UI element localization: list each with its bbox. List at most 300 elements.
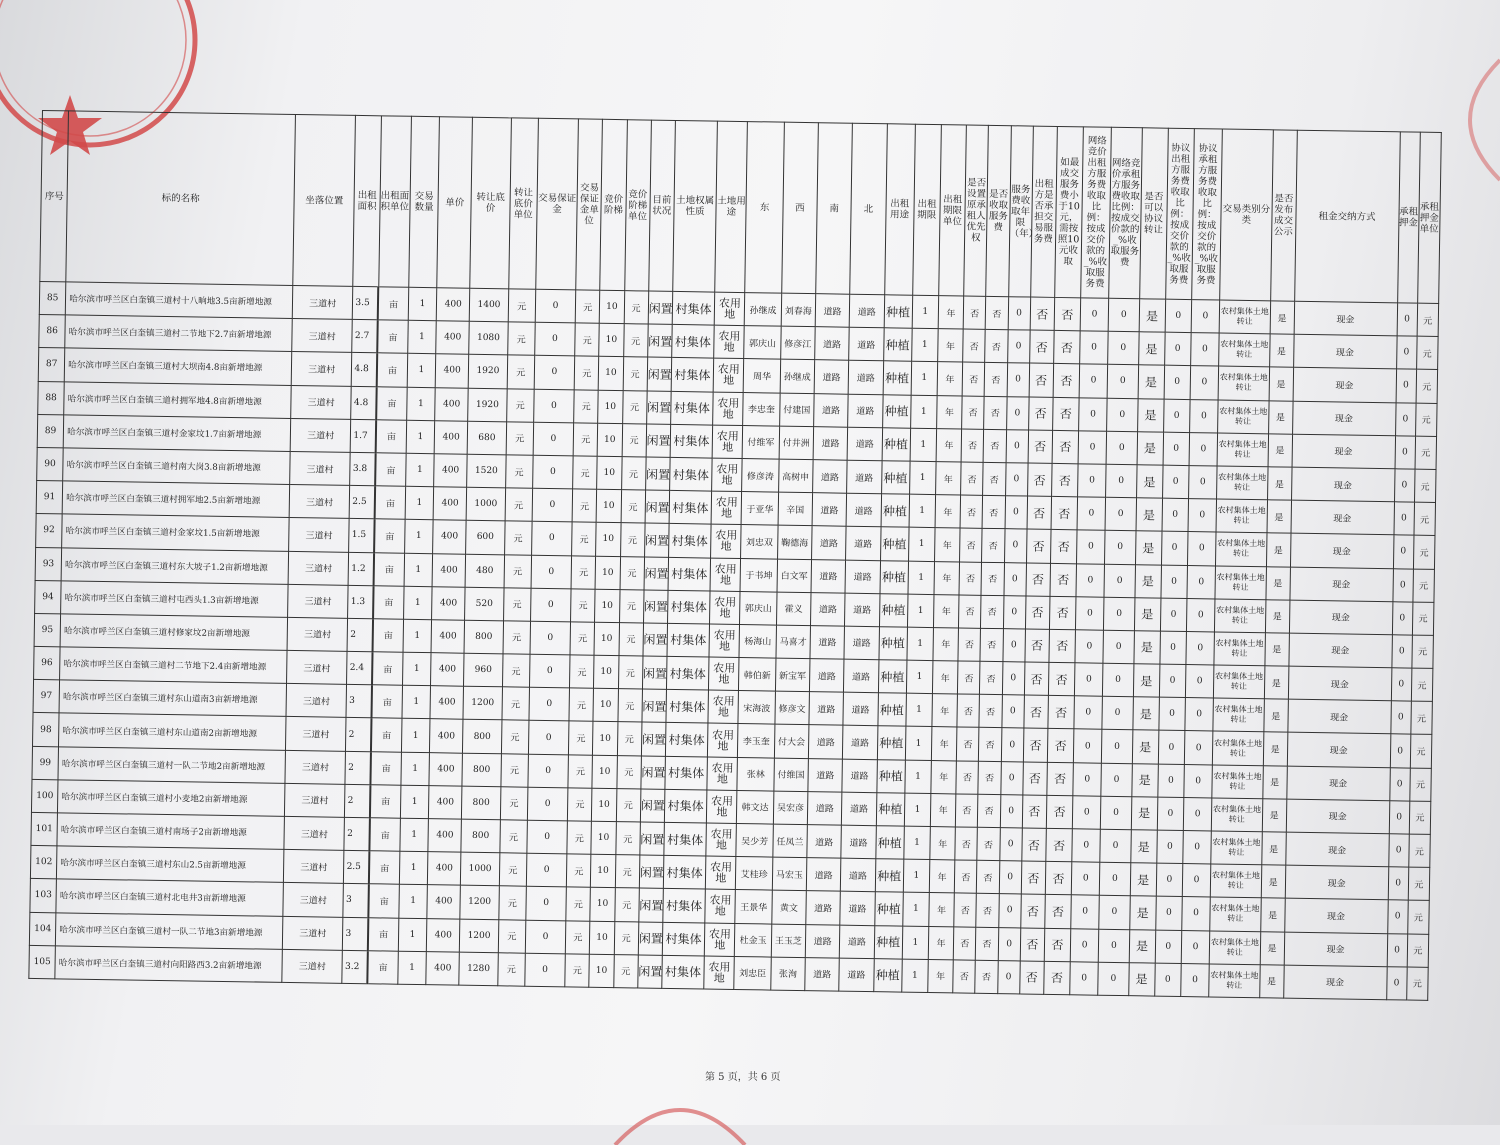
bid-step-cell: 10 [598, 390, 623, 424]
land-use-cell: 农用地 [707, 790, 738, 824]
page-number: 第 5 页，共 6 页 [705, 1072, 781, 1083]
area-cell: 3 [343, 917, 369, 951]
deposit-unit-cell: 元 [572, 522, 597, 556]
min-fee-cell: 否 [1050, 530, 1077, 564]
location-cell: 三道村 [285, 750, 346, 784]
deposit-cell: 0 [532, 455, 573, 489]
north-cell: 道路 [842, 792, 877, 826]
publish-cell: 是 [1270, 301, 1295, 335]
area-unit-cell: 亩 [374, 519, 405, 553]
deposit-unit-cell: 元 [574, 356, 599, 390]
agreement-cell: 是 [1133, 631, 1160, 665]
pay-method-cell: 现金 [1286, 832, 1389, 867]
quantity-cell: 1 [401, 752, 430, 786]
priority-cell: 否 [958, 628, 981, 662]
north-cell: 道路 [840, 892, 875, 926]
priority-cell: 否 [953, 960, 976, 994]
trade-type-cell: 农村集体土地转让 [1218, 400, 1269, 434]
west-cell: 孙继成 [780, 360, 815, 394]
online-lessee-rate-cell: 0 [1108, 298, 1139, 332]
online-lessee-rate-cell: 0 [1107, 398, 1138, 432]
priority-cell: 否 [957, 727, 980, 761]
priority-cell: 否 [957, 694, 980, 728]
row-number-cell: 104 [29, 912, 56, 946]
service-fee-cell: 否 [984, 363, 1007, 397]
service-fee-cell: 否 [976, 894, 999, 928]
row-number-cell: 98 [33, 713, 60, 747]
rent-deposit-cell: 0 [1388, 867, 1409, 901]
fee-years-cell: 0 [1005, 496, 1028, 530]
priority-cell: 否 [962, 362, 985, 396]
land-use-cell: 农用地 [714, 325, 745, 359]
pay-method-cell: 现金 [1291, 500, 1394, 535]
transfer-price-cell: 520 [465, 587, 504, 621]
bid-step-cell: 10 [591, 821, 616, 855]
transfer-price-cell: 1000 [461, 852, 500, 886]
ownership-cell: 村集体 [670, 457, 713, 491]
online-lessor-rate-cell: 0 [1070, 962, 1099, 996]
online-lessee-rate-cell: 0 [1105, 531, 1136, 565]
rent-use-cell: 种植 [883, 361, 912, 395]
area-unit-cell: 亩 [369, 884, 400, 918]
location-cell: 三道村 [282, 949, 343, 983]
fee-years-cell: 0 [1001, 695, 1024, 729]
south-cell: 道路 [809, 659, 844, 693]
rent-use-cell: 种植 [881, 494, 910, 528]
term-cell: 1 [908, 561, 935, 595]
fee-years-cell: 0 [998, 894, 1021, 928]
agreement-cell: 是 [1136, 498, 1163, 532]
deposit-unit-cell: 元 [575, 290, 600, 324]
area-unit-cell: 亩 [376, 386, 407, 420]
header-cell: 网络竞价承租方服务费收取比例：按成交价款的_%收取服务费 [1109, 127, 1142, 298]
west-cell: 付井洲 [779, 426, 814, 460]
north-cell: 道路 [839, 958, 874, 992]
pay-method-cell: 现金 [1288, 699, 1391, 734]
transfer-price-cell: 680 [467, 421, 506, 455]
agreement-lessee-rate-cell: 0 [1188, 465, 1217, 499]
online-lessor-rate-cell: 0 [1071, 895, 1100, 929]
lessor-fee-cell: 否 [1029, 363, 1054, 397]
header-cell: 出租用途 [884, 124, 915, 295]
publish-cell: 是 [1269, 367, 1294, 401]
deposit-unit-cell: 元 [569, 688, 594, 722]
trade-type-cell: 农村集体土地转让 [1216, 532, 1267, 566]
rent-deposit-unit-cell: 元 [1407, 900, 1429, 934]
north-cell: 道路 [847, 460, 882, 494]
bid-step-unit-cell: 元 [613, 954, 638, 988]
area-unit-cell: 亩 [371, 751, 402, 785]
status-cell: 闲置 [643, 623, 668, 657]
term-cell: 1 [902, 926, 929, 960]
lessor-fee-cell: 否 [1027, 463, 1052, 497]
transfer-price-cell: 1200 [460, 886, 499, 920]
transfer-price-cell: 1520 [467, 454, 506, 488]
transfer-price-cell: 1920 [469, 355, 508, 389]
term-unit-cell: 年 [929, 893, 955, 927]
status-cell: 闲置 [640, 822, 665, 856]
fee-years-cell: 0 [1002, 629, 1025, 663]
service-fee-cell: 否 [981, 562, 1004, 596]
status-cell: 闲置 [638, 922, 663, 956]
agreement-lessor-rate-cell: 0 [1158, 764, 1185, 798]
publish-cell: 是 [1260, 898, 1285, 932]
header-cell: 出租面积 [353, 115, 381, 286]
bid-step-unit-cell: 元 [620, 523, 645, 557]
price-unit-cell: 元 [507, 322, 535, 356]
online-lessee-rate-cell: 0 [1104, 564, 1135, 598]
agreement-lessee-rate-cell: 0 [1182, 897, 1211, 931]
publish-cell: 是 [1269, 334, 1294, 368]
fee-years-cell: 0 [1006, 396, 1029, 430]
term-unit-cell: 年 [934, 528, 960, 562]
rent-deposit-unit-cell: 元 [1417, 303, 1439, 337]
area-unit-cell: 亩 [374, 552, 405, 586]
agreement-cell: 是 [1136, 465, 1163, 499]
row-number-cell: 92 [36, 514, 63, 548]
area-unit-cell: 亩 [367, 950, 398, 984]
area-cell: 2.7 [352, 320, 378, 354]
west-cell: 王玉芝 [771, 924, 806, 958]
west-cell: 吴宏彦 [773, 791, 808, 825]
ownership-cell: 村集体 [672, 291, 715, 325]
online-lessor-rate-cell: 0 [1073, 729, 1102, 763]
name-cell: 哈尔滨市呼兰区白奎镇三道村金家坟1.5亩新增地源 [62, 514, 289, 551]
bid-step-cell: 10 [591, 854, 616, 888]
price-unit-cell: 元 [499, 853, 527, 887]
agreement-lessor-rate-cell: 0 [1159, 697, 1186, 731]
bid-step-unit-cell: 元 [616, 755, 641, 789]
rent-deposit-unit-cell: 元 [1415, 403, 1437, 437]
land-use-cell: 农用地 [713, 392, 744, 426]
online-lessor-rate-cell: 0 [1071, 862, 1100, 896]
rent-deposit-cell: 0 [1391, 668, 1412, 702]
priority-cell: 否 [959, 561, 982, 595]
pay-method-cell: 现金 [1284, 932, 1387, 967]
online-lessee-rate-cell: 0 [1103, 663, 1134, 697]
publish-cell: 是 [1262, 799, 1287, 833]
min-fee-cell: 否 [1053, 364, 1080, 398]
area-unit-cell: 亩 [368, 917, 399, 951]
online-lessor-rate-cell: 0 [1072, 829, 1101, 863]
term-cell: 1 [902, 959, 929, 993]
status-cell: 闲置 [648, 291, 673, 325]
name-cell: 哈尔滨市呼兰区白奎镇三道村金家坟1.7亩新增地源 [63, 415, 290, 452]
online-lessor-rate-cell: 0 [1077, 497, 1106, 531]
rent-deposit-cell: 0 [1386, 966, 1407, 1000]
term-cell: 1 [907, 627, 934, 661]
location-cell: 三道村 [290, 451, 351, 485]
lessor-fee-cell: 否 [1025, 596, 1050, 630]
ownership-cell: 村集体 [671, 391, 714, 425]
rent-deposit-unit-cell: 元 [1414, 469, 1436, 503]
agreement-lessor-rate-cell: 0 [1157, 797, 1184, 831]
location-cell: 三道村 [292, 285, 353, 319]
term-cell: 1 [905, 727, 932, 761]
east-cell: 付维军 [743, 425, 780, 459]
row-number-cell: 89 [37, 414, 64, 448]
agreement-lessor-rate-cell: 0 [1155, 930, 1182, 964]
online-lessor-rate-cell: 0 [1073, 762, 1102, 796]
agreement-lessee-rate-cell: 0 [1189, 432, 1218, 466]
term-unit-cell: 年 [935, 495, 961, 529]
header-cell: 竞价阶梯 [600, 119, 627, 290]
price-unit-cell: 元 [508, 289, 536, 323]
bid-step-cell: 10 [594, 622, 619, 656]
trade-type-cell: 农村集体土地转让 [1211, 798, 1262, 832]
rent-use-cell: 种植 [875, 859, 904, 893]
bid-step-cell: 10 [595, 556, 620, 590]
rent-deposit-unit-cell: 元 [1413, 569, 1435, 603]
agreement-cell: 是 [1134, 597, 1161, 631]
trade-type-cell: 农村集体土地转让 [1217, 466, 1268, 500]
deposit-unit-cell: 元 [568, 788, 593, 822]
status-cell: 闲置 [646, 424, 671, 458]
unit-price-cell: 400 [431, 620, 465, 654]
min-fee-cell: 否 [1047, 762, 1074, 796]
min-fee-cell: 否 [1049, 629, 1076, 663]
agreement-lessee-rate-cell: 0 [1182, 864, 1211, 898]
name-cell: 哈尔滨市呼兰区白奎镇三道村小麦地2亩新增地源 [58, 780, 285, 817]
west-cell: 付建国 [779, 393, 814, 427]
service-fee-cell: 否 [979, 728, 1002, 762]
deposit-unit-cell: 元 [570, 655, 595, 689]
bid-step-unit-cell: 元 [619, 623, 644, 657]
transfer-price-cell: 1280 [459, 952, 498, 986]
rent-use-cell: 种植 [876, 793, 905, 827]
west-cell: 马喜才 [776, 625, 811, 659]
bid-step-unit-cell: 元 [617, 689, 642, 723]
agreement-lessor-rate-cell: 0 [1159, 664, 1186, 698]
fee-years-cell: 0 [999, 861, 1022, 895]
agreement-lessee-rate-cell: 0 [1184, 731, 1213, 765]
agreement-lessor-rate-cell: 0 [1162, 465, 1189, 499]
term-unit-cell: 年 [932, 694, 958, 728]
service-fee-cell: 否 [983, 462, 1006, 496]
priority-cell: 否 [959, 595, 982, 629]
service-fee-cell: 否 [976, 927, 999, 961]
east-cell: 杜金玉 [735, 923, 772, 957]
south-cell: 道路 [807, 825, 842, 859]
pay-method-cell: 现金 [1287, 733, 1390, 768]
bid-step-cell: 10 [590, 921, 615, 955]
rent-deposit-cell: 0 [1391, 635, 1412, 669]
status-cell: 闲置 [641, 756, 666, 790]
min-fee-cell: 否 [1044, 961, 1071, 995]
unit-price-cell: 400 [432, 553, 466, 587]
unit-price-cell: 400 [430, 719, 464, 753]
east-cell: 于亚华 [742, 492, 779, 526]
unit-price-cell: 400 [436, 321, 470, 355]
priority-cell: 否 [955, 827, 978, 861]
header-cell: 如最成交服务费小于10元，需按照10元收取 [1055, 126, 1084, 297]
trade-type-cell: 农村集体土地转让 [1215, 599, 1266, 633]
rent-deposit-unit-cell: 元 [1406, 967, 1428, 1001]
min-fee-cell: 否 [1051, 497, 1078, 531]
price-unit-cell: 元 [502, 654, 530, 688]
location-cell: 三道村 [287, 650, 348, 684]
east-cell: 王景华 [735, 890, 772, 924]
deposit-cell: 0 [526, 887, 567, 921]
priority-cell: 否 [954, 860, 977, 894]
header-cell: 序号 [40, 111, 69, 282]
agreement-lessor-rate-cell: 0 [1165, 299, 1192, 333]
term-unit-cell: 年 [933, 594, 959, 628]
deposit-unit-cell: 元 [573, 456, 598, 490]
south-cell: 道路 [810, 626, 845, 660]
priority-cell: 否 [958, 661, 981, 695]
rent-deposit-unit-cell: 元 [1415, 436, 1437, 470]
area-unit-cell: 亩 [370, 785, 401, 819]
min-fee-cell: 否 [1046, 795, 1073, 829]
quantity-cell: 1 [406, 420, 435, 454]
bid-step-unit-cell: 元 [623, 324, 648, 358]
header-cell: 服务费收取年限（年） [1008, 126, 1033, 297]
deposit-unit-cell: 元 [566, 887, 591, 921]
area-unit-cell: 亩 [375, 486, 406, 520]
price-unit-cell: 元 [506, 422, 534, 456]
header-cell: 是否设置原承租人优先权 [964, 125, 989, 296]
area-cell: 1.5 [349, 519, 375, 553]
north-cell: 道路 [847, 427, 882, 461]
pay-method-cell: 现金 [1293, 368, 1396, 403]
quantity-cell: 1 [408, 320, 437, 354]
lessor-fee-cell: 否 [1027, 496, 1052, 530]
area-cell: 1.3 [348, 585, 374, 619]
location-cell: 三道村 [284, 783, 345, 817]
row-number-cell: 95 [34, 613, 61, 647]
pay-method-cell: 现金 [1285, 865, 1388, 900]
deposit-unit-cell: 元 [573, 423, 598, 457]
rent-deposit-unit-cell: 元 [1409, 801, 1431, 835]
unit-price-cell: 400 [429, 785, 463, 819]
agreement-lessee-rate-cell: 0 [1191, 333, 1220, 367]
publish-cell: 是 [1265, 599, 1290, 633]
term-cell: 1 [910, 395, 937, 429]
term-cell: 1 [910, 428, 937, 462]
term-unit-cell: 年 [928, 926, 954, 960]
rent-use-cell: 种植 [881, 461, 910, 495]
min-fee-cell: 否 [1047, 729, 1074, 763]
quantity-cell: 1 [403, 586, 432, 620]
service-fee-cell: 否 [982, 495, 1005, 529]
name-cell: 哈尔滨市呼兰区白奎镇三道村拥军地2.5亩新增地源 [62, 481, 289, 518]
east-cell: 郭庆山 [744, 326, 781, 360]
unit-price-cell: 400 [430, 686, 464, 720]
online-lessor-rate-cell: 0 [1075, 630, 1104, 664]
land-lease-table [28, 110, 1441, 1001]
price-unit-cell: 元 [500, 787, 528, 821]
deposit-cell: 0 [525, 920, 566, 954]
unit-price-cell: 400 [428, 819, 462, 853]
land-use-cell: 农用地 [709, 624, 740, 658]
min-fee-cell: 否 [1049, 596, 1076, 630]
bid-step-cell: 10 [593, 688, 618, 722]
transfer-price-cell: 960 [464, 653, 503, 687]
row-number-cell: 101 [31, 812, 58, 846]
deposit-cell: 0 [532, 488, 573, 522]
east-cell: 郭庆山 [740, 591, 777, 625]
area-unit-cell: 亩 [371, 718, 402, 752]
status-cell: 闲置 [642, 656, 667, 690]
rent-deposit-cell: 0 [1387, 900, 1408, 934]
bid-step-unit-cell: 元 [622, 390, 647, 424]
area-cell: 1.2 [349, 552, 375, 586]
lessor-fee-cell: 否 [1019, 961, 1044, 995]
rent-use-cell: 种植 [882, 394, 911, 428]
north-cell: 道路 [844, 659, 879, 693]
header-cell: 出租期限 [912, 124, 941, 295]
bid-step-unit-cell: 元 [621, 457, 646, 491]
area-unit-cell: 亩 [377, 320, 408, 354]
term-unit-cell: 年 [930, 793, 956, 827]
priority-cell: 否 [962, 396, 985, 430]
bid-step-unit-cell: 元 [623, 357, 648, 391]
agreement-lessor-rate-cell: 0 [1164, 366, 1191, 400]
price-unit-cell: 元 [498, 919, 526, 953]
online-lessee-rate-cell: 0 [1099, 929, 1130, 963]
header-cell: 交易数量 [409, 116, 440, 287]
south-cell: 道路 [807, 791, 842, 825]
fee-years-cell: 0 [1001, 728, 1024, 762]
agreement-lessor-rate-cell: 0 [1158, 731, 1185, 765]
online-lessee-rate-cell: 0 [1108, 331, 1139, 365]
location-cell: 三道村 [291, 352, 352, 386]
east-cell: 艾桂珍 [736, 857, 773, 891]
min-fee-cell: 否 [1046, 828, 1073, 862]
area-cell: 3.2 [342, 950, 368, 984]
area-unit-cell: 亩 [369, 851, 400, 885]
agreement-cell: 是 [1137, 398, 1164, 432]
west-cell: 辛国 [778, 492, 813, 526]
area-cell: 1.7 [351, 419, 377, 453]
agreement-lessee-rate-cell: 0 [1185, 665, 1214, 699]
trade-type-cell: 农村集体土地转让 [1210, 897, 1261, 931]
bid-step-unit-cell: 元 [624, 291, 649, 325]
rent-deposit-cell: 0 [1389, 801, 1410, 835]
east-cell: 吴少芳 [736, 824, 773, 858]
agreement-cell: 是 [1139, 299, 1166, 333]
bid-step-cell: 10 [597, 423, 622, 457]
quantity-cell: 1 [399, 851, 428, 885]
priority-cell: 否 [953, 926, 976, 960]
header-cell: 是否可以协议转让 [1139, 128, 1168, 299]
publish-cell: 是 [1263, 732, 1288, 766]
price-unit-cell: 元 [500, 820, 528, 854]
north-cell: 道路 [843, 726, 878, 760]
quantity-cell: 1 [400, 818, 429, 852]
trade-type-cell: 农村集体土地转让 [1210, 864, 1261, 898]
price-unit-cell: 元 [498, 886, 526, 920]
location-cell: 三道村 [289, 518, 350, 552]
area-cell: 2 [345, 751, 371, 785]
pay-method-cell: 现金 [1290, 567, 1393, 602]
bid-step-unit-cell: 元 [614, 921, 639, 955]
rent-deposit-cell: 0 [1390, 734, 1411, 768]
location-cell: 三道村 [291, 385, 352, 419]
rent-use-cell: 种植 [876, 759, 905, 793]
publish-cell: 是 [1263, 699, 1288, 733]
ownership-cell: 村集体 [669, 491, 712, 525]
trade-type-cell: 农村集体土地转让 [1219, 300, 1270, 334]
min-fee-cell: 否 [1050, 563, 1077, 597]
trade-type-cell: 农村集体土地转让 [1212, 765, 1263, 799]
transfer-price-cell: 1200 [463, 686, 502, 720]
west-cell: 马宏玉 [772, 857, 807, 891]
rent-deposit-cell: 0 [1396, 336, 1417, 370]
north-cell: 道路 [844, 626, 879, 660]
term-unit-cell: 年 [934, 561, 960, 595]
